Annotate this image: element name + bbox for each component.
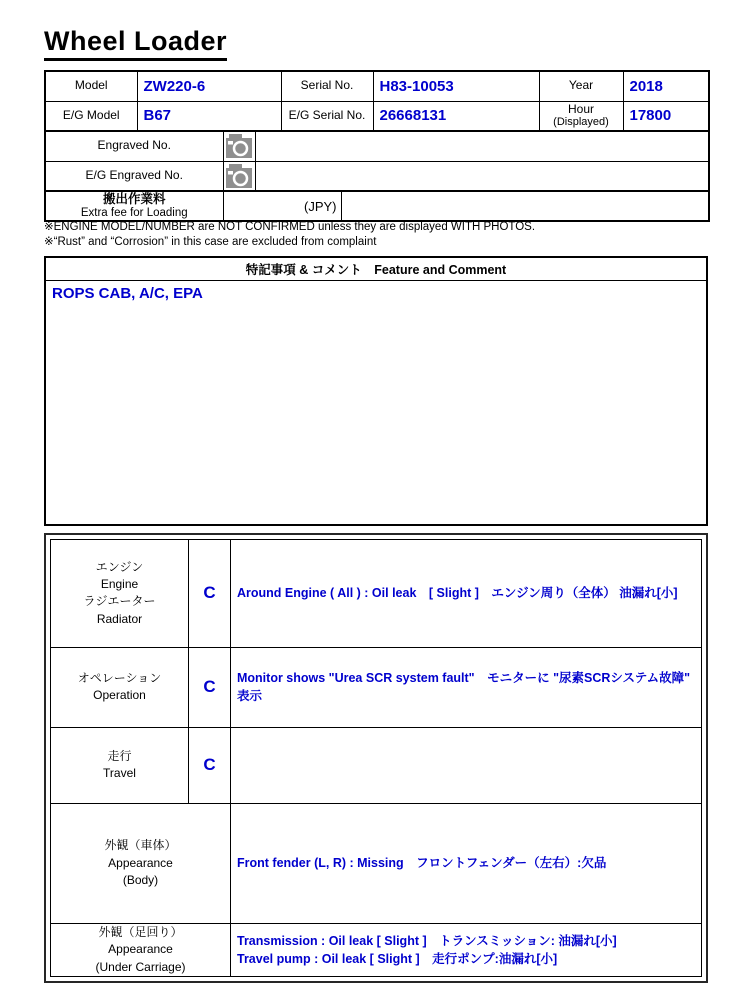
engraved-photo-cell [223,131,255,161]
table-row [45,191,709,221]
item-travel [51,727,189,803]
table-row-engine [51,539,702,647]
comment-line: Monitor shows "Urea SCR system fault" モニターに "尿素SCRシステム故障" 表示 [237,671,691,704]
fee-table [44,190,710,222]
table-row [45,161,709,191]
comment-appearance-undercarriage [231,923,702,976]
engraved-table [44,130,710,192]
item-label-line: Travel [103,766,136,781]
table-row [45,71,709,101]
item-label-line: 外観（車体） [104,838,177,853]
camera-icon [226,134,252,158]
item-label-line: Appearance [108,942,173,957]
eg-engraved-value-cell [255,161,709,191]
note-line-2: ※“Rust” and “Corrosion” in this case are excluded from complaint [44,235,377,248]
feature-comment-box [44,256,708,526]
page-title: Wheel Loader [44,26,227,61]
item-label-line: 外観（足回り） [98,924,183,939]
eg-model-value: B67 [137,101,281,131]
year-value: 2018 [623,71,709,101]
comment-engine [231,539,702,647]
fee-value-cell [341,191,709,221]
item-label-line: Engine [100,576,139,591]
fee-label [45,191,223,221]
inspection-table-frame [44,533,708,983]
item-label-line: エンジン [95,559,144,574]
comment-line: Travel pump : Oil leak [ Slight ] 走行ポンプ:油漏れ[小] [237,951,558,966]
eg-engraved-photo-cell [223,161,255,191]
engraved-value-cell [255,131,709,161]
serial-label: Serial No. [281,71,373,101]
comment-line: Around Engine ( All ) : Oil leak [ Slight ] エンジン周り（全体） 油漏れ[小] [237,586,678,601]
comment-line: Front fender (L, R) : Missing フロントフェンダー（左右）:欠品 [237,856,607,871]
serial-value: H83-10053 [373,71,539,101]
camera-icon [226,164,252,188]
disclaimer-notes [44,220,708,250]
fee-label-jp: 搬出作業料 [102,192,166,207]
table-row [45,101,709,131]
hour-label-line2: (Displayed) [553,116,609,129]
item-label-line: Appearance [108,855,173,870]
table-row-appearance-body [51,803,702,923]
comment-appearance-body [231,803,702,923]
feature-comment-header: 特記事項 & コメント Feature and Comment [46,258,706,281]
hour-label [539,101,623,131]
item-label-line: Radiator [96,611,143,626]
item-label-line: 走行 [107,748,132,763]
note-line-1: ※ENGINE MODEL/NUMBER are NOT CONFIRMED unless they are displayed WITH PHOTOS. [44,221,536,233]
hour-value: 17800 [623,101,709,131]
item-label-line: (Under Carriage) [95,959,186,974]
model-label: Model [45,71,137,101]
table-row-travel [51,727,702,803]
model-value: ZW220-6 [137,71,281,101]
table-row [45,131,709,161]
fee-currency-label: (JPY) [223,191,341,221]
table-row-appearance-undercarriage [51,923,702,976]
item-operation [51,647,189,727]
eg-serial-label: E/G Serial No. [281,101,373,131]
feature-comment-text: ROPS CAB, A/C, EPA [52,284,203,302]
table-row-operation [51,647,702,727]
year-label: Year [539,71,623,101]
comment-line: Transmission : Oil leak [ Slight ] トランスミッション: 油漏れ[小] [237,933,617,948]
item-label-line: (Body) [122,873,159,888]
grade-operation: C [189,647,231,727]
item-appearance-undercarriage [51,923,231,976]
eg-serial-value: 26668131 [373,101,539,131]
fee-label-en: Extra fee for Loading [80,206,188,219]
comment-travel [231,727,702,803]
hour-label-line1: Hour [567,101,594,116]
inspection-table [50,539,702,977]
item-engine-radiator [51,539,189,647]
spec-table [44,70,710,132]
eg-model-label: E/G Model [45,101,137,131]
item-appearance-body [51,803,231,923]
item-label-line: Operation [93,688,146,703]
engraved-label: Engraved No. [45,131,223,161]
item-label-line: オペレーション [77,670,162,685]
grade-travel: C [189,727,231,803]
comment-operation [231,647,702,727]
grade-engine: C [189,539,231,647]
item-label-line: ラジエーター [83,594,156,609]
eg-engraved-label: E/G Engraved No. [45,161,223,191]
